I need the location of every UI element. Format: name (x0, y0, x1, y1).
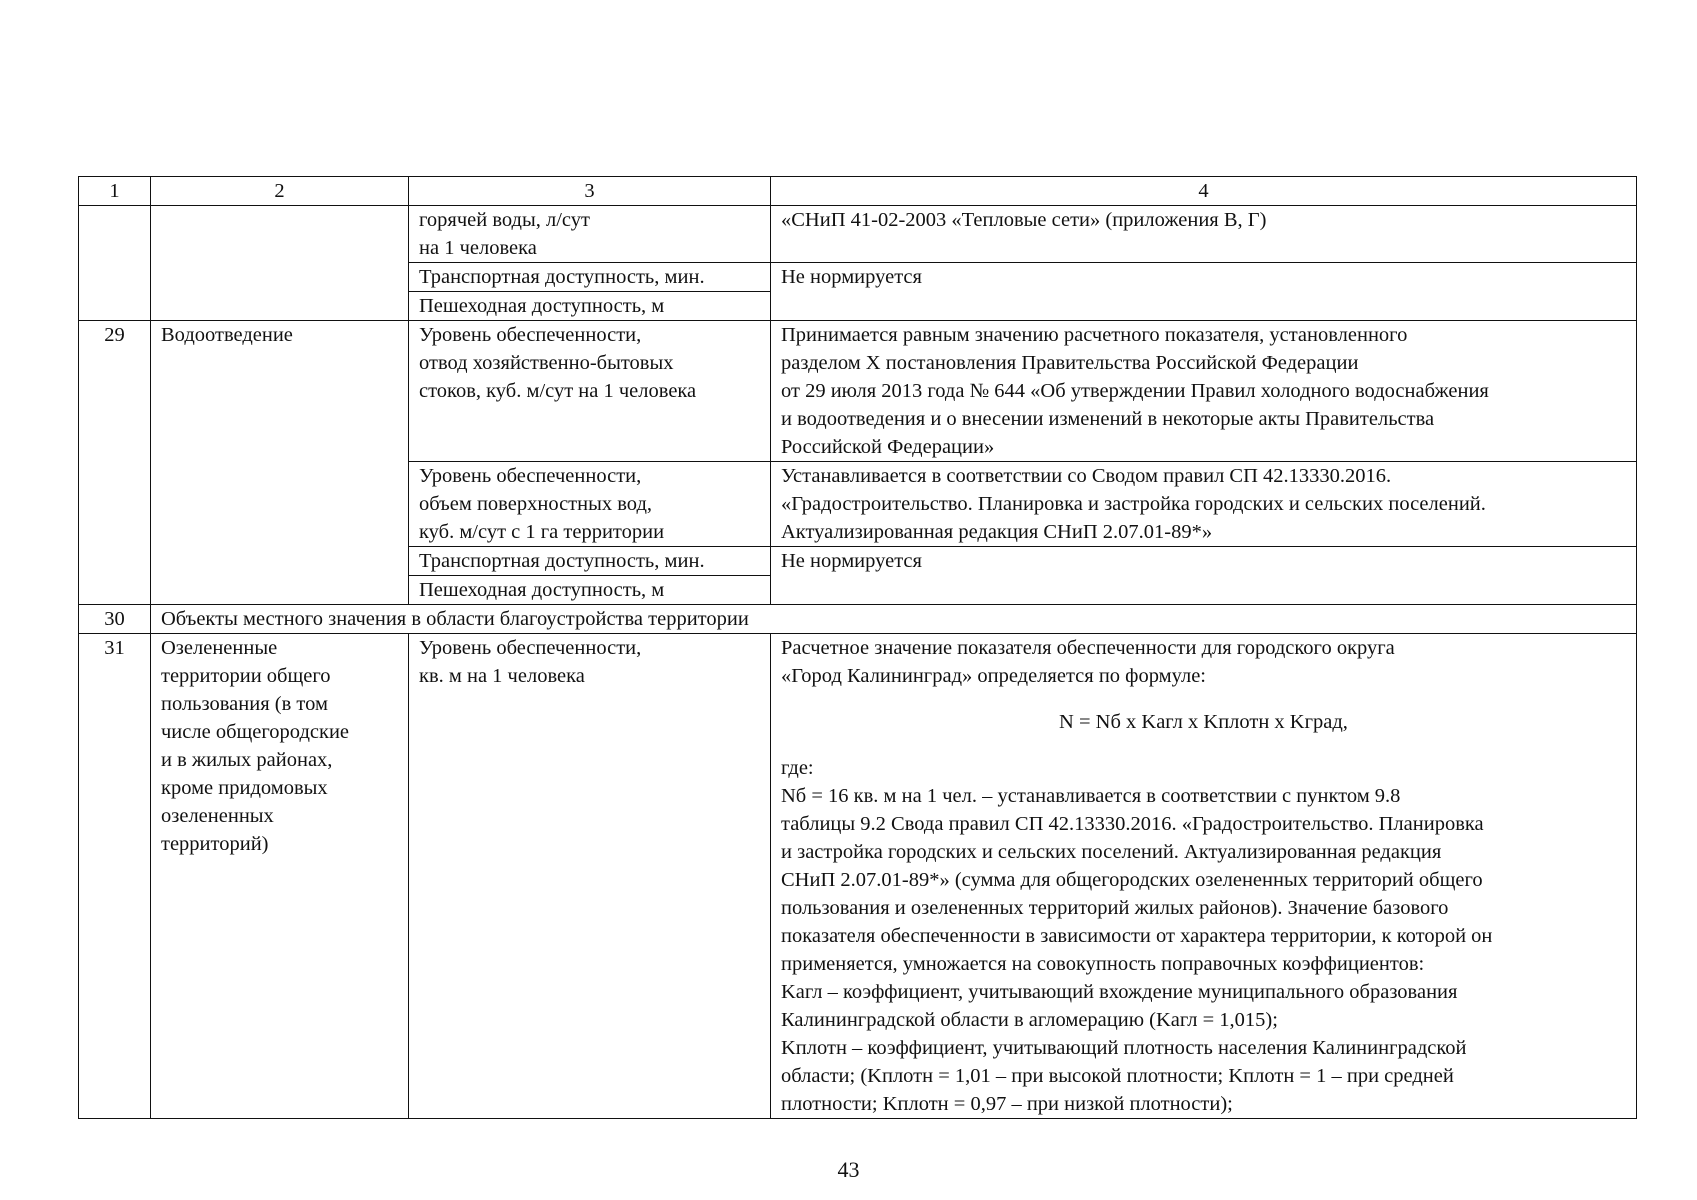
header-col-2: 2 (151, 177, 409, 206)
cell-empty-num (79, 206, 151, 321)
page-number: 43 (837, 1157, 860, 1182)
row-29-indicator-2: Уровень обеспеченности, объем поверхностных вод, куб. м/сут с 1 га территории (409, 462, 771, 547)
row-29-value-2: Устанавливается в соответствии со Сводом правил СП 42.13330.2016. «Градостроительство. Планировка и застройка городских и сельских поселений. Актуализированная редакция СНиП 2.07.01-89*» (771, 462, 1637, 547)
row-31-number: 31 (79, 634, 151, 1119)
table-row (79, 634, 1637, 1119)
row-29-pedestrian: Пешеходная доступность, м (409, 576, 771, 605)
row-29-not-normed: Не нормируется (771, 547, 1637, 605)
header-col-4: 4 (771, 177, 1637, 206)
row-31-indicator: Уровень обеспеченности, кв. м на 1 человека (409, 634, 771, 1119)
table-row (79, 206, 1637, 263)
hot-water-indicator: горячей воды, л/сут на 1 человека (409, 206, 771, 263)
header-row (79, 177, 1637, 206)
cell-empty-name (151, 206, 409, 321)
row-31-value-cell (771, 634, 1637, 1119)
table-row (79, 321, 1637, 462)
row-30-title: Объекты местного значения в области благоустройства территории (151, 605, 1637, 634)
row-31-name: Озелененные территории общего пользования (в том числе общегородские и в жилых районах, кроме придомовых озелененных территорий) (151, 634, 409, 1119)
header-col-3: 3 (409, 177, 771, 206)
row-29-number: 29 (79, 321, 151, 605)
row-29-name: Водоотведение (151, 321, 409, 605)
row-29-value-1: Принимается равным значению расчетного показателя, установленного разделом X постановления Правительства Российской Федерации от 29 июля 2013 года № 644 «Об утверждении Правил холодного водоснабжения и водоотведения и о внесении изменений в некоторые акты Правительства Российской Федерации» (771, 321, 1637, 462)
row-29-indicator-1: Уровень обеспеченности, отвод хозяйственно-бытовых стоков, куб. м/сут на 1 человека (409, 321, 771, 462)
row-31-formula: N = Nб x Kагл x Kплотн x Kград, (1059, 711, 1348, 733)
row-31-intro: Расчетное значение показателя обеспеченности для городского округа «Город Калининград» определяется по формуле: (781, 637, 1395, 687)
hot-water-value: «СНиП 41-02-2003 «Тепловые сети» (приложения В, Г) (771, 206, 1637, 263)
table-row (79, 605, 1637, 634)
hot-water-not-normed: Не нормируется (771, 263, 1637, 321)
row-31-explanation: где: Nб = 16 кв. м на 1 чел. – устанавливается в соответствии с пунктом 9.8 таблицы 9.2 Свода правил СП 42.13330.2016. «Градостроительство. Планировка и застройка городских и сельских поселений. Актуализированная редакция СНиП 2.07.01-89*» (сумма для общегородских озелененных территорий общего пользования и озелененных территорий жилых районов). Значение базового показателя обеспеченности в зависимости от характера территории, к которой он применяется, умножается на совокупность поправочных коэффициентов: Kагл – коэффициент, учитывающий вхождение муниципального образования Калининградской области в агломерацию (Kагл = 1,015); Kплотн – коэффициент, учитывающий плотность населения Калининградской области; (Kплотн = 1,01 – при высокой плотности; Kплотн = 1 – при средней плотности; Kплотн = 0,97 – при низкой плотности); (781, 757, 1493, 1115)
header-col-1: 1 (79, 177, 151, 206)
row-30-number: 30 (79, 605, 151, 634)
hot-water-pedestrian: Пешеходная доступность, м (409, 292, 771, 321)
regulations-table (78, 176, 1637, 1119)
row-29-transport: Транспортная доступность, мин. (409, 547, 771, 576)
hot-water-transport: Транспортная доступность, мин. (409, 263, 771, 292)
